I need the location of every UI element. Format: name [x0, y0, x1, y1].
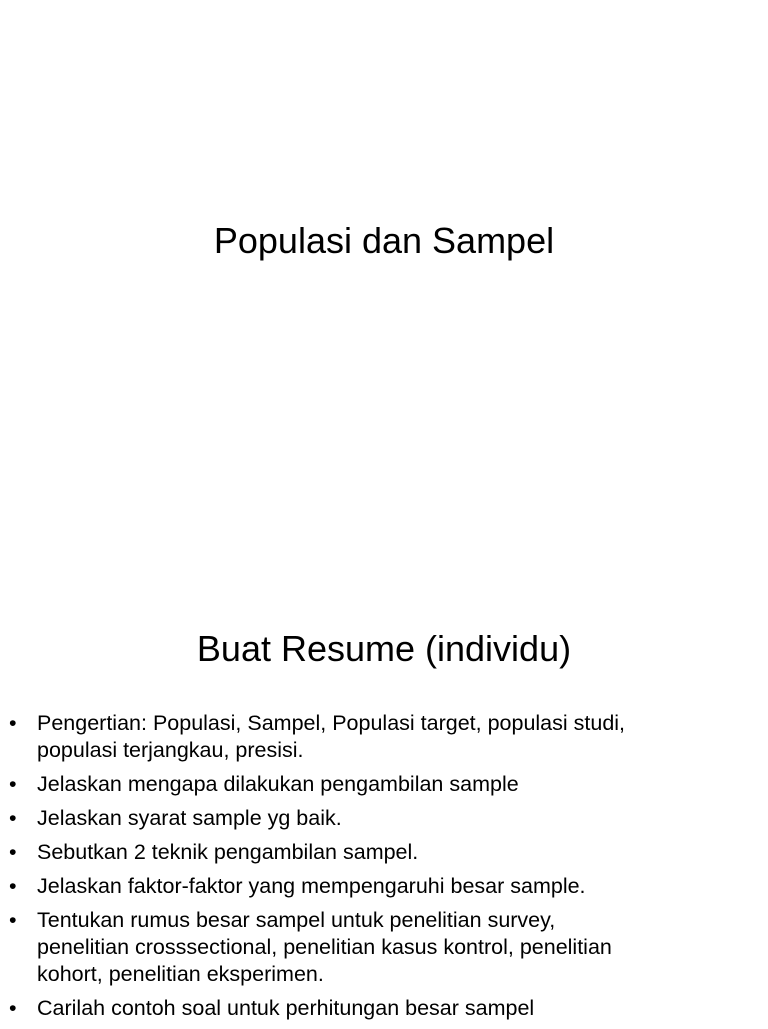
list-item-text: Jelaskan faktor-faktor yang mempengaruhi besar sample.: [37, 874, 586, 898]
bullet-icon: •: [9, 996, 17, 1020]
list-item: [0, 873, 768, 900]
bullet-icon: •: [9, 874, 17, 898]
list-item: [0, 710, 768, 764]
list-item-text: Carilah contoh soal untuk perhitungan besar sampel: [37, 996, 535, 1020]
list-item-text: kohort, penelitian eksperimen.: [37, 962, 324, 986]
bullet-icon: •: [9, 772, 17, 796]
list-item-text: Tentukan rumus besar sampel untuk penelitian survey,: [37, 908, 556, 932]
list-item: [0, 771, 768, 798]
bullet-icon: •: [9, 806, 17, 830]
resume-task-list: [0, 710, 768, 1029]
list-item: [0, 839, 768, 866]
slide-1-title: Populasi dan Sampel: [213, 220, 555, 261]
bullet-icon: •: [9, 908, 17, 932]
bullet-icon: •: [9, 711, 17, 735]
list-item-text: Pengertian: Populasi, Sampel, Populasi target, populasi studi,: [37, 711, 626, 735]
list-item-text: populasi terjangkau, presisi.: [37, 738, 304, 762]
list-item-text: Sebutkan 2 teknik pengambilan sampel.: [37, 840, 419, 864]
list-item-text: Jelaskan mengapa dilakukan pengambilan sample: [37, 772, 519, 796]
list-item: [0, 805, 768, 832]
list-item-text: Jelaskan syarat sample yg baik.: [37, 806, 342, 830]
list-item: [0, 995, 768, 1022]
slide-2-title: Buat Resume (individu): [196, 628, 572, 669]
bullet-icon: •: [9, 840, 17, 864]
list-item: [0, 907, 768, 988]
list-item-text: penelitian crosssectional, penelitian kasus kontrol, penelitian: [37, 935, 612, 959]
